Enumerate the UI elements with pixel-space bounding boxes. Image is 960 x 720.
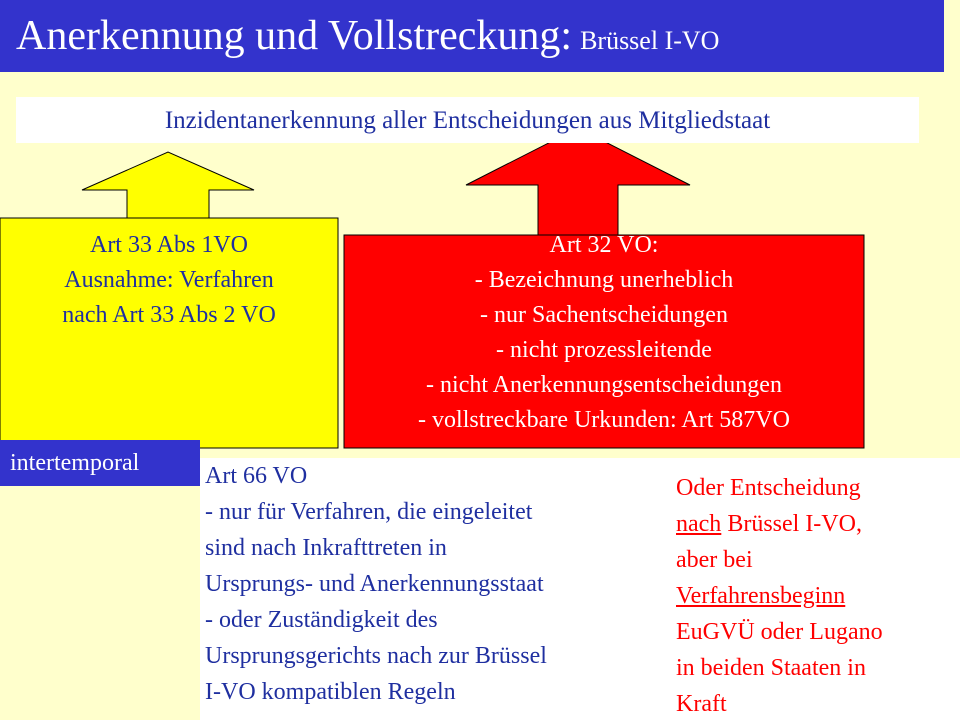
oder-box xyxy=(660,458,960,720)
oder-line-2: Brüssel I-VO, xyxy=(721,511,862,537)
red-arrow-text: Art 32 VO: - Bezeichnung unerheblich - nur Sachentscheidungen - nicht prozessleitende - nicht Anerkennungsentscheidungen - vollstreckbare Urkunden: Art 587VO xyxy=(418,232,790,433)
oder-line-1: Oder Entscheidung xyxy=(676,475,861,501)
oder-line-6: in beiden Staaten in xyxy=(676,655,866,681)
intertemporal-tag: intertemporal xyxy=(0,440,200,486)
yellow-arrow-text: Art 33 Abs 1VO Ausnahme: Verfahren nach Art 33 Abs 2 VO xyxy=(62,232,276,328)
title-main: Anerkennung und Vollstreckung: xyxy=(16,13,573,59)
oder-line-5: EuGVÜ oder Lugano xyxy=(676,619,883,645)
oder-line-7: Kraft xyxy=(676,691,727,717)
art66-box xyxy=(200,458,660,720)
oder-text xyxy=(676,470,883,720)
incidental-recognition-banner: Inzidentanerkennung aller Entscheidungen aus Mitgliedstaat xyxy=(16,97,919,143)
art66-text: Art 66 VO - nur für Verfahren, die eingeleitet sind nach Inkrafttreten in Ursprungs- und Anerkennungsstaat - oder Zuständigkeit des Ursprungsgerichts nach zur Brüssel I-VO kompatiblen Regeln xyxy=(205,463,547,705)
oder-line-3: aber bei xyxy=(676,547,753,573)
oder-nach: nach xyxy=(676,511,722,537)
oder-verfahrensbeginn: Verfahrensbeginn xyxy=(676,583,846,609)
title-subtitle: Brüssel I-VO xyxy=(580,26,720,55)
